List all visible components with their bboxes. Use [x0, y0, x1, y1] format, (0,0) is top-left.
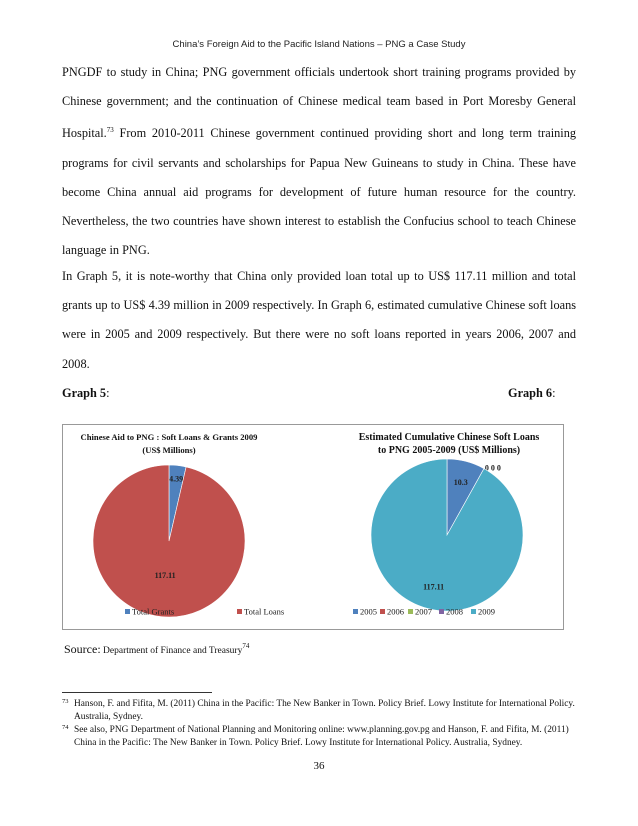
data-label: 0	[496, 463, 501, 473]
footnote-73	[62, 698, 576, 724]
source-line	[64, 642, 249, 657]
paragraph-1	[62, 58, 576, 265]
footnote-text: See also, PNG Department of National Planning and Monitoring online: www.planning.gov.pg and Hanson, F. and Fifita, M. (2011) China in the Pacific: The New Banker in Town. Policy Brief. Lowy Institute for International Policy. Australia, Sydney.	[74, 725, 569, 748]
legend-swatch	[471, 609, 476, 614]
chart-frame	[62, 424, 564, 630]
running-header: China’s Foreign Aid to the Pacific Island Nations – PNG a Case Study	[172, 39, 466, 50]
charts-svg	[63, 425, 563, 629]
paragraph-1-part2: From 2010-2011 Chinese government continued providing short and long term training programs for civil servants and scholarships for Papua New Guineans to study in China. These have become China annual aid programs for development of future human resource for the country. Nevertheless, the two countries have shown interest to establish the Confucius school to teach Chinese language in PNG.	[62, 126, 576, 258]
data-label: 0	[490, 463, 495, 473]
pie-slice-2009	[371, 459, 523, 611]
legend-swatch	[237, 609, 242, 614]
legend-label: 2009	[478, 606, 495, 617]
legend-label: 2005	[360, 606, 377, 617]
source-text: Department of Finance and Treasury	[100, 646, 243, 656]
legend-swatch	[125, 609, 130, 614]
footnote-number: 73	[62, 698, 69, 705]
chart-title: Estimated Cumulative Chinese Soft Loans	[358, 432, 540, 443]
footnote-text: Hanson, F. and Fifita, M. (2011) China in the Pacific: The New Banker in Town. Policy Brief. Lowy Institute for International Policy. Australia, Sydney.	[74, 699, 575, 722]
legend-label: 2008	[446, 606, 463, 617]
legend-swatch	[353, 609, 358, 614]
chart-subtitle: to PNG 2005-2009 (US$ Millions)	[377, 445, 521, 456]
footnotes	[62, 698, 576, 750]
legend-label: Total Grants	[132, 606, 175, 617]
legend-label: 2006	[387, 606, 404, 617]
data-label: 0	[484, 463, 489, 473]
data-label: 117.11	[423, 582, 445, 592]
paragraph-2	[62, 262, 576, 379]
paragraph-1-part1: PNGDF to study in China; PNG government officials undertook short training programs provided by Chinese government; and the continuation of Chinese medical team based in Port Moresby General Hospital.	[62, 65, 576, 141]
legend-swatch	[380, 609, 385, 614]
page-number: 36	[313, 760, 325, 772]
footnote-ref-74[interactable]: 74	[242, 642, 250, 650]
legend-label: Total Loans	[244, 606, 285, 617]
chart-title: Chinese Aid to PNG : Soft Loans & Grants 2009	[80, 432, 258, 442]
data-label: 10.3	[453, 478, 468, 488]
footnote-number: 74	[62, 724, 69, 731]
graph-6-label: Graph 6:	[508, 386, 556, 400]
legend-swatch	[439, 609, 444, 614]
data-label: 4.39	[169, 474, 184, 484]
legend-label: 2007	[415, 606, 432, 617]
paragraph-2-text: In Graph 5, it is note-worthy that China only provided loan total up to US$ 117.11 million and total grants up to US$ 4.39 million in 2009 respectively. In Graph 6, estimated cumulative Chinese soft loans were in 2005 and 2009 respectively. But there were no soft loans reported in years 2006, 2007 and 2008.	[62, 269, 576, 371]
data-label: 117.11	[154, 570, 176, 580]
legend-swatch	[408, 609, 413, 614]
footnote-divider	[62, 692, 212, 693]
footnote-74	[62, 724, 576, 750]
graph-5-label: Graph 5:	[62, 386, 110, 400]
footnote-ref-73[interactable]: 73	[106, 126, 114, 135]
source-label: Source:	[64, 642, 101, 656]
pie-slice-total-loans	[93, 465, 245, 617]
chart-subtitle: (US$ Millions)	[142, 445, 196, 455]
